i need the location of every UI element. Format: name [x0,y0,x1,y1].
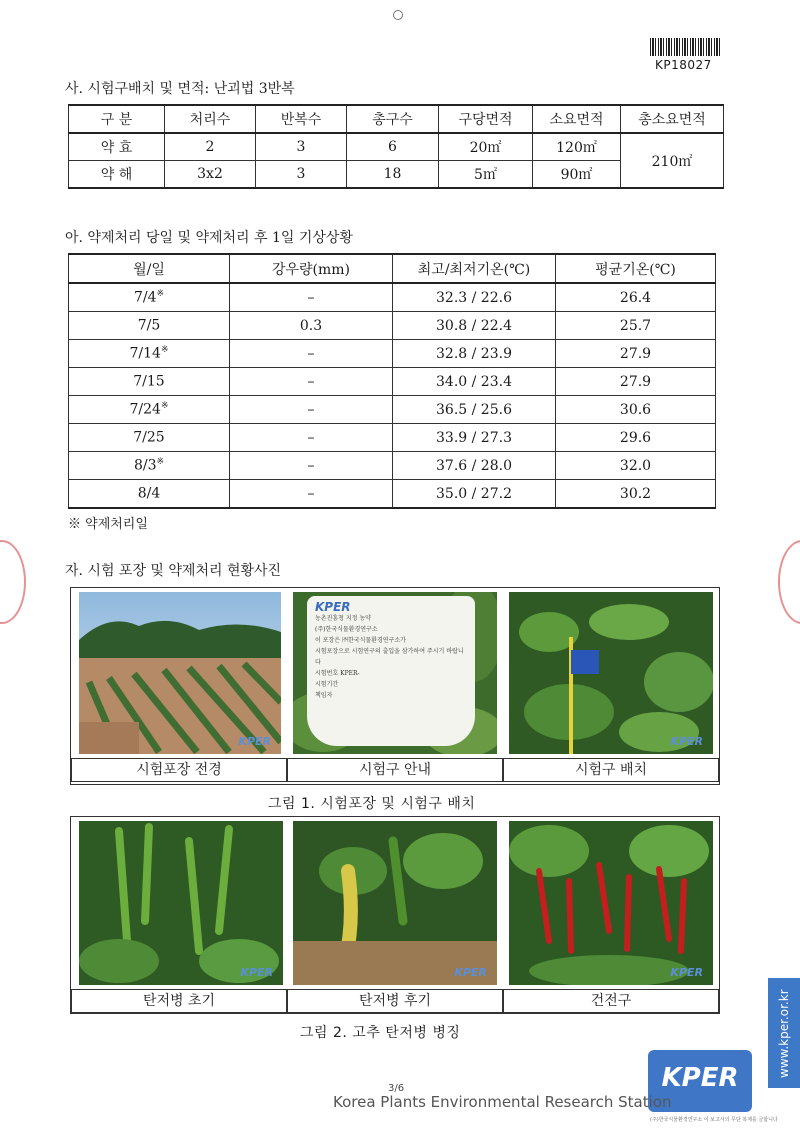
header-cell: 총구수 [347,105,439,133]
table-cell: 30.2 [556,480,716,509]
seal-stamp-left [0,540,26,624]
header-cell: 반복수 [256,105,347,133]
table-cell: 32.3 / 22.6 [393,283,556,312]
table-cell: 20㎡ [439,133,533,161]
weather-table [68,253,716,509]
table-cell: 90㎡ [533,161,621,189]
treatment-mark: ※ [160,401,169,412]
header-cell: 처리수 [165,105,256,133]
page-number: 3/6 [388,1083,405,1094]
early-anthracnose-image [79,821,283,985]
healthy-plot-photo [509,821,713,985]
table-row [69,396,716,424]
section-a-title: 아. 약제처리 당일 및 약제처리 후 1일 기상상황 [65,230,353,246]
date-cell: 7/25 [69,424,230,452]
table-cell: 27.9 [556,368,716,396]
field-overview-image [79,592,281,754]
table-cell: 5㎡ [439,161,533,189]
late-anthracnose-image [293,821,497,985]
table-header-row [69,105,724,133]
table-row [69,424,716,452]
plot-info-sign [307,596,475,746]
figure2-frame [70,816,720,1014]
station-name: Korea Plants Environmental Research Station [333,1093,672,1111]
punch-hole [393,10,403,20]
treatment-mark: ※ [156,457,165,468]
field-overview-photo [79,592,281,754]
header-cell: 강우량(mm) [230,254,393,283]
table-row [69,283,716,312]
table-cell: 30.6 [556,396,716,424]
plot-marker-photo [509,592,713,754]
table-row [69,133,724,161]
table-cell: 3x2 [165,161,256,189]
watermark: KPER [670,966,703,979]
pepper-plants-image [509,592,713,754]
date-cell: 8/3※ [69,452,230,480]
table-row [69,340,716,368]
header-cell: 월/일 [69,254,230,283]
anthracnose-late-photo [293,821,497,985]
date-cell: 7/5 [69,312,230,340]
plot-sign-photo [293,592,497,754]
table-cell: 32.0 [556,452,716,480]
table-cell: – [230,480,393,509]
table-cell: – [230,340,393,368]
table-cell: 32.8 / 23.9 [393,340,556,368]
sign-logo: KPER [315,600,351,614]
figure2-title: 그림 2. 고추 탄저병 병징 [300,1025,461,1041]
date-cell: 7/4※ [69,283,230,312]
table-cell: 26.4 [556,283,716,312]
table-cell: – [230,452,393,480]
watermark: KPER [238,735,271,748]
table-footnote: ※ 약제처리일 [68,517,148,532]
date-cell: 7/15 [69,368,230,396]
header-cell: 구 분 [69,105,165,133]
table-cell: – [230,283,393,312]
table-cell: – [230,396,393,424]
caption-healthy: 건전구 [503,989,719,1013]
table-row [69,452,716,480]
watermark: KPER [454,966,487,979]
sign-line: 책임자 [315,692,333,699]
treatment-mark: ※ [160,345,169,356]
caption-plot-sign: 시험구 안내 [287,758,503,782]
total-area-cell: 210㎡ [621,133,724,188]
date-cell: 7/14※ [69,340,230,368]
caption-plot-layout: 시험구 배치 [503,758,719,782]
table-cell: 120㎡ [533,133,621,161]
table-cell: 37.6 / 28.0 [393,452,556,480]
table-header-row [69,254,716,283]
table-cell: 6 [347,133,439,161]
seal-stamp-right [778,540,800,624]
caption-anthracnose-early: 탄저병 초기 [71,989,287,1013]
table-cell: 36.5 / 25.6 [393,396,556,424]
table-cell: 33.9 / 27.3 [393,424,556,452]
plot-layout-table [68,104,724,189]
sign-line: 이 포장은 ㈜한국식물환경연구소가 [315,637,406,644]
section-ja-title: 자. 시험 포장 및 약제처리 현황사진 [65,563,282,579]
figure1-captions [71,758,719,782]
table-cell: 34.0 / 23.4 [393,368,556,396]
date-cell: 7/24※ [69,396,230,424]
website-url[interactable]: www.kper.or.kr [777,989,791,1078]
table-cell: 3 [256,133,347,161]
sign-line: (주)한국식물환경연구소 [315,626,378,633]
table-cell: 30.8 / 22.4 [393,312,556,340]
table-cell: 2 [165,133,256,161]
table-cell: 0.3 [230,312,393,340]
website-side-tab[interactable] [768,978,800,1088]
healthy-peppers-image [509,821,713,985]
table-cell: 27.9 [556,340,716,368]
figure1-title: 그림 1. 시험포장 및 시험구 배치 [268,796,476,812]
header-cell: 최고/최저기온(℃) [393,254,556,283]
anthracnose-early-photo [79,821,283,985]
date-cell: 8/4 [69,480,230,509]
table-cell: 29.6 [556,424,716,452]
caption-anthracnose-late: 탄저병 후기 [287,989,503,1013]
watermark: KPER [240,966,273,979]
table-cell: 약 해 [69,161,165,189]
sign-line: 시험포장으로 시험연구의 출입을 삼가하여 주시기 바랍니다 [315,648,464,666]
document-code: KP18027 [655,58,712,72]
figure2-captions [71,989,719,1013]
figure1-frame [70,587,720,785]
table-row [69,368,716,396]
table-cell: 약 효 [69,133,165,161]
table-row [69,312,716,340]
header-cell: 구당면적 [439,105,533,133]
treatment-mark: ※ [156,289,165,300]
table-cell: 35.0 / 27.2 [393,480,556,509]
table-cell: 18 [347,161,439,189]
header-cell: 소요면적 [533,105,621,133]
watermark: KPER [670,735,703,748]
table-row [69,480,716,509]
section-sa-title: 사. 시험구배치 및 면적: 난괴법 3반복 [65,81,295,97]
table-cell: – [230,424,393,452]
kper-logo: KPER [648,1050,752,1112]
table-cell: – [230,368,393,396]
table-cell: 25.7 [556,312,716,340]
barcode [650,38,722,56]
caption-field-overview: 시험포장 전경 [71,758,287,782]
header-cell: 평균기온(℃) [556,254,716,283]
table-cell: 3 [256,161,347,189]
sign-line: 시험번호 KPER- [315,670,360,677]
sign-line: 농촌진흥청 지정 농약 [315,615,371,622]
fine-print: (주)한국식물환경연구소 이 보고서의 무단 복제를 금합니다 [650,1117,778,1123]
sign-line: 시험기간 [315,681,339,688]
header-cell: 총소요면적 [621,105,724,133]
